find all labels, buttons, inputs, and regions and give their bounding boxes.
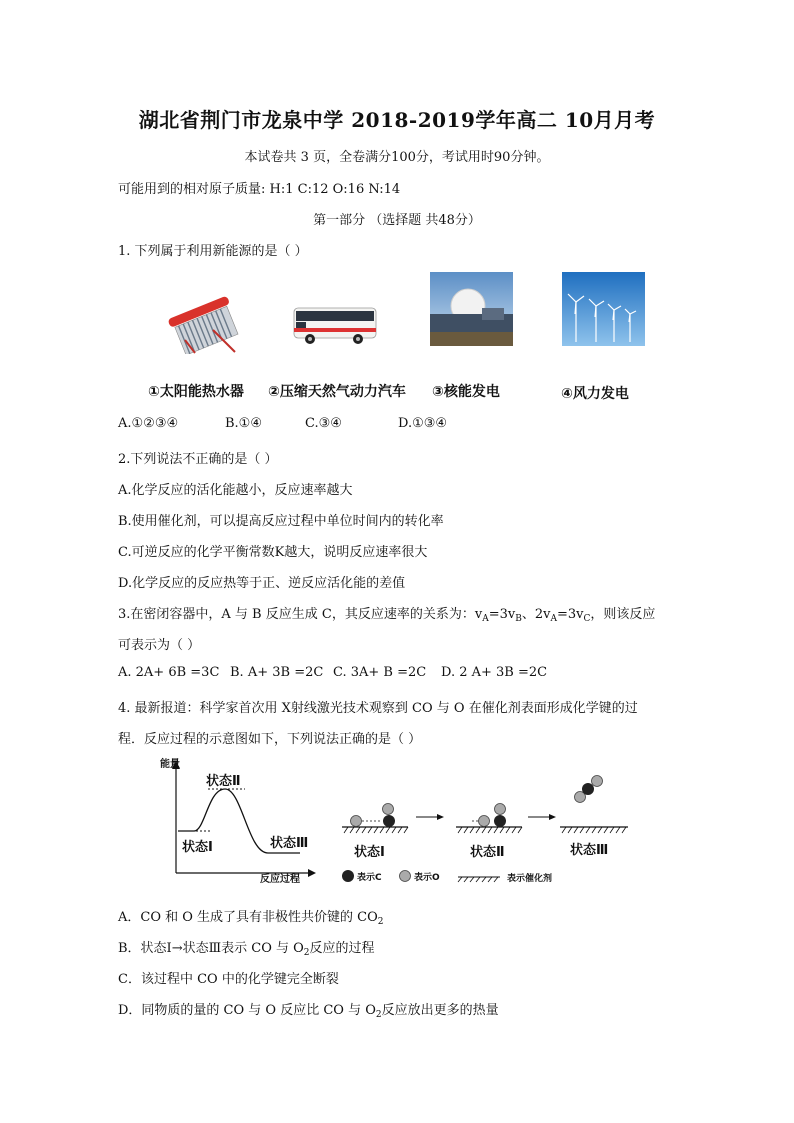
q3-stem-line2: 可表示为（ ） xyxy=(118,638,201,653)
energy-state-1: 状态Ⅰ xyxy=(182,840,213,855)
surface-state-2 xyxy=(456,804,522,861)
q1-caption-4: ④风力发电 xyxy=(561,386,629,402)
surface-state-1-label: 状态Ⅰ xyxy=(354,845,385,860)
q4-option-a: A．CO 和 O 生成了具有非极性共价键的 $CO_2$ xyxy=(118,910,384,927)
q3-option-c: C. 3A+ B =2C xyxy=(333,665,427,680)
legend-c-label: 表示C xyxy=(357,873,382,883)
q2-option-d: D.化学反应的反应热等于正、逆反应活化能的差值 xyxy=(118,576,406,591)
q2-option-a: A.化学反应的活化能越小，反应速率越大 xyxy=(118,483,353,498)
atomic-masses: 可能用到的相对原子质量: H:1 C:12 O:16 N:14 xyxy=(118,182,401,197)
page-title: 湖北省荆门市龙泉中学 2018-2019学年高二 10月月考 xyxy=(138,108,656,132)
q1-caption-3: ③核能发电 xyxy=(432,384,500,400)
q2-option-b: B.使用催化剂，可以提高反应过程中单位时间内的转化率 xyxy=(118,514,444,529)
q3-stem: 3.在密闭容器中，A 与 B 反应生成 C，其反应速率的关系为：$v_A=3v_B$、$2v_A=3v_C$，则该反应 xyxy=(118,607,656,624)
q2-stem: 2.下列说法不正确的是（ ） xyxy=(118,452,278,467)
figure-legend xyxy=(342,870,552,884)
surface-state-1 xyxy=(342,804,408,861)
energy-state-3: 状态Ⅲ xyxy=(270,836,309,851)
exam-intro: 本试卷共 3 页，全卷满分100分，考试用时90分钟。 xyxy=(244,150,550,165)
energy-state-2: 状态Ⅱ xyxy=(206,774,241,789)
q1-stem: 1. 下列属于利用新能源的是（ ） xyxy=(118,244,308,259)
q4-reaction-figure xyxy=(150,755,640,890)
q1-option-b: B.①④ xyxy=(225,416,262,431)
q4-stem-line2: 程．反应过程的示意图如下，下列说法正确的是（ ） xyxy=(118,732,422,747)
q2-option-c: C.可逆反应的化学平衡常数K越大，说明反应速率很大 xyxy=(118,545,428,560)
energy-diagram xyxy=(160,757,316,885)
section-heading: 第一部分 （选择题 共48分） xyxy=(313,213,481,228)
q4-stem-line1: 4. 最新报道：科学家首次用 X射线激光技术观察到 CO 与 O 在催化剂表面形成化学键的过 xyxy=(118,701,638,716)
q1-option-c: C.③④ xyxy=(305,416,342,431)
q1-caption-2: ②压缩天然气动力汽车 xyxy=(268,384,406,400)
q1-caption-1: ①太阳能热水器 xyxy=(148,384,244,400)
surface-state-3-label: 状态Ⅲ xyxy=(570,843,609,858)
legend-catalyst-label: 表示催化剂 xyxy=(507,874,553,884)
cng-bus-image xyxy=(292,302,378,348)
nuclear-plant-image xyxy=(430,272,513,346)
surface-state-3 xyxy=(560,776,628,859)
q3-option-a: A. 2A+ 6B =3C xyxy=(118,665,220,680)
q1-option-d: D.①③④ xyxy=(398,416,448,431)
q4-option-c: C．该过程中 CO 中的化学键完全断裂 xyxy=(118,972,339,987)
wind-power-image xyxy=(562,272,645,346)
q4-option-d: D．同物质的量的 CO 与 O 反应比 CO 与 $O_2$反应放出更多的热量 xyxy=(118,1003,499,1020)
q3-option-b: B. A+ 3B =2C xyxy=(230,665,324,680)
q1-option-a: A.①②③④ xyxy=(118,416,179,431)
x-axis-label: 反应过程 xyxy=(260,874,300,885)
q4-option-b: B．状态Ⅰ→状态Ⅲ表示 CO 与 $O_2$反应的过程 xyxy=(118,941,375,958)
legend-o-label: 表示O xyxy=(414,873,440,883)
q3-option-d: D. 2 A+ 3B =2C xyxy=(441,665,548,680)
y-axis-label: 能量 xyxy=(160,759,180,770)
surface-state-2-label: 状态Ⅱ xyxy=(470,845,505,860)
solar-water-heater-image xyxy=(165,290,243,354)
